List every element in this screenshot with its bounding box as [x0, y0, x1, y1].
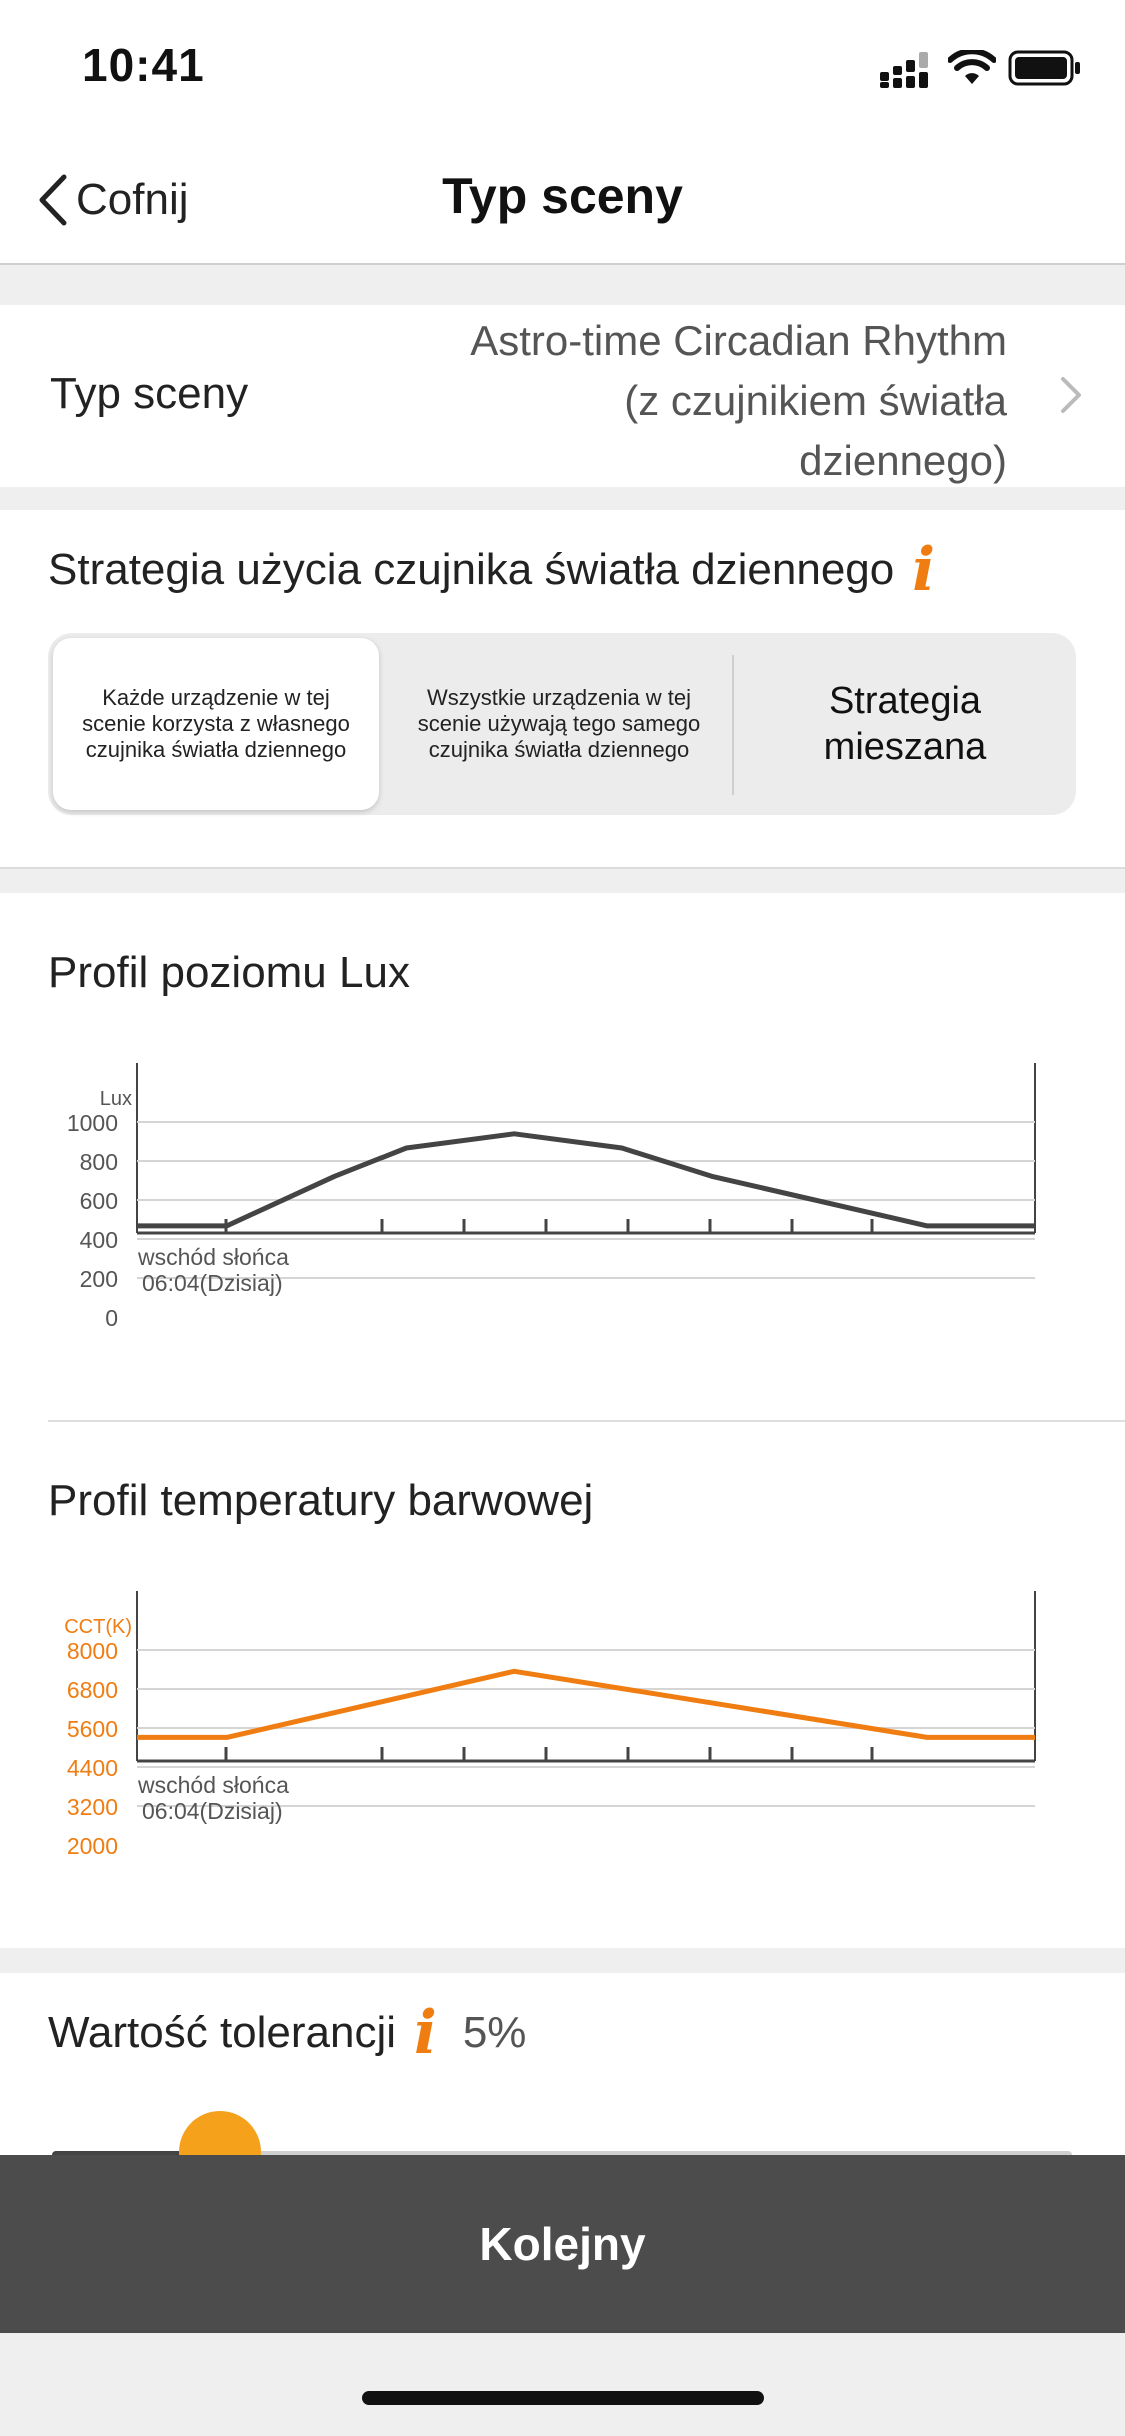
y-tick-label: 1000	[66, 1110, 118, 1136]
segment-divider	[732, 655, 734, 795]
y-axis-label: CCT(K)	[64, 1616, 132, 1638]
option-label-line: Strategia	[828, 680, 982, 722]
y-tick-label: 6800	[66, 1677, 118, 1703]
battery-icon	[1008, 50, 1082, 86]
cct-profile-chart	[0, 1571, 1125, 1941]
cellular-signal-icon	[880, 52, 932, 88]
info-icon[interactable]: i	[912, 535, 936, 605]
series-line-lux	[137, 1134, 1035, 1226]
y-tick-label: 200	[79, 1266, 118, 1292]
profiles-section	[0, 893, 1125, 1948]
y-tick-label: 600	[79, 1188, 118, 1214]
wifi-icon	[948, 50, 996, 86]
info-icon[interactable]: i	[414, 1998, 437, 2068]
section-divider	[48, 1420, 1125, 1422]
y-tick-label: 8000	[66, 1638, 118, 1664]
page-title: Typ sceny	[442, 168, 683, 224]
y-tick-label: 4400	[66, 1755, 118, 1781]
option-label-line: mieszana	[823, 726, 987, 768]
option-label-line: scenie używają tego samego	[417, 711, 701, 736]
tolerance-section	[0, 1973, 1125, 2163]
scene-type-value-line: Astro-time Circadian Rhythm	[470, 317, 1007, 364]
y-tick-label: 0	[105, 1305, 118, 1331]
option-label-line: scenie korzysta z własnego	[82, 711, 350, 736]
strategy-segmented-control	[48, 633, 1076, 815]
tolerance-row	[48, 1998, 527, 2068]
scene-type-value-line: dziennego)	[799, 437, 1007, 484]
strategy-option-own-sensor[interactable]	[53, 638, 379, 810]
x-start-time-label: 06:04(Dzisiaj)	[142, 1270, 283, 1296]
x-start-time-label: 06:04(Dzisiaj)	[142, 1798, 283, 1824]
tolerance-value: 5%	[462, 2008, 527, 2057]
x-start-label: wschód słońca	[138, 1244, 289, 1270]
back-button-label: Cofnij	[76, 175, 189, 224]
scene-type-value	[367, 311, 1007, 491]
option-label-line: czujnika światła dziennego	[428, 737, 690, 762]
y-tick-label: 3200	[66, 1794, 118, 1820]
navigation-bar	[0, 135, 1125, 265]
tolerance-label: Wartość tolerancji	[48, 2008, 397, 2057]
option-label-line: czujnika światła dziennego	[85, 737, 347, 762]
strategy-section	[0, 510, 1125, 869]
lux-profile-title: Profil poziomu Lux	[48, 948, 410, 997]
strategy-option-shared-sensor[interactable]	[390, 638, 728, 810]
cct-profile-title: Profil temperatury barwowej	[48, 1476, 594, 1525]
y-tick-label: 800	[79, 1149, 118, 1175]
option-label-line: Wszystkie urządzenia w tej	[426, 685, 692, 710]
next-button[interactable]: Kolejny	[0, 2155, 1125, 2333]
status-time: 10:41	[82, 39, 205, 91]
home-indicator-area	[0, 2333, 1125, 2436]
y-tick-label: 2000	[66, 1833, 118, 1859]
scene-type-value-line: (z czujnikiem światła	[624, 377, 1007, 424]
option-label-line: Każde urządzenie w tej	[102, 685, 330, 710]
status-bar	[0, 0, 1125, 135]
y-tick-label: 400	[79, 1227, 118, 1253]
strategy-title: Strategia użycia czujnika światła dziennego	[48, 545, 895, 594]
chevron-right-icon	[1059, 375, 1083, 415]
scene-type-label: Typ sceny	[50, 369, 249, 418]
home-indicator	[362, 2391, 764, 2405]
strategy-option-mixed[interactable]	[738, 638, 1072, 810]
scene-type-row[interactable]	[0, 305, 1125, 487]
strategy-title-row	[48, 535, 936, 605]
x-start-label: wschód słońca	[138, 1772, 289, 1798]
y-tick-label: 5600	[66, 1716, 118, 1742]
lux-profile-chart	[0, 1043, 1125, 1413]
y-axis-label: Lux	[99, 1088, 132, 1110]
